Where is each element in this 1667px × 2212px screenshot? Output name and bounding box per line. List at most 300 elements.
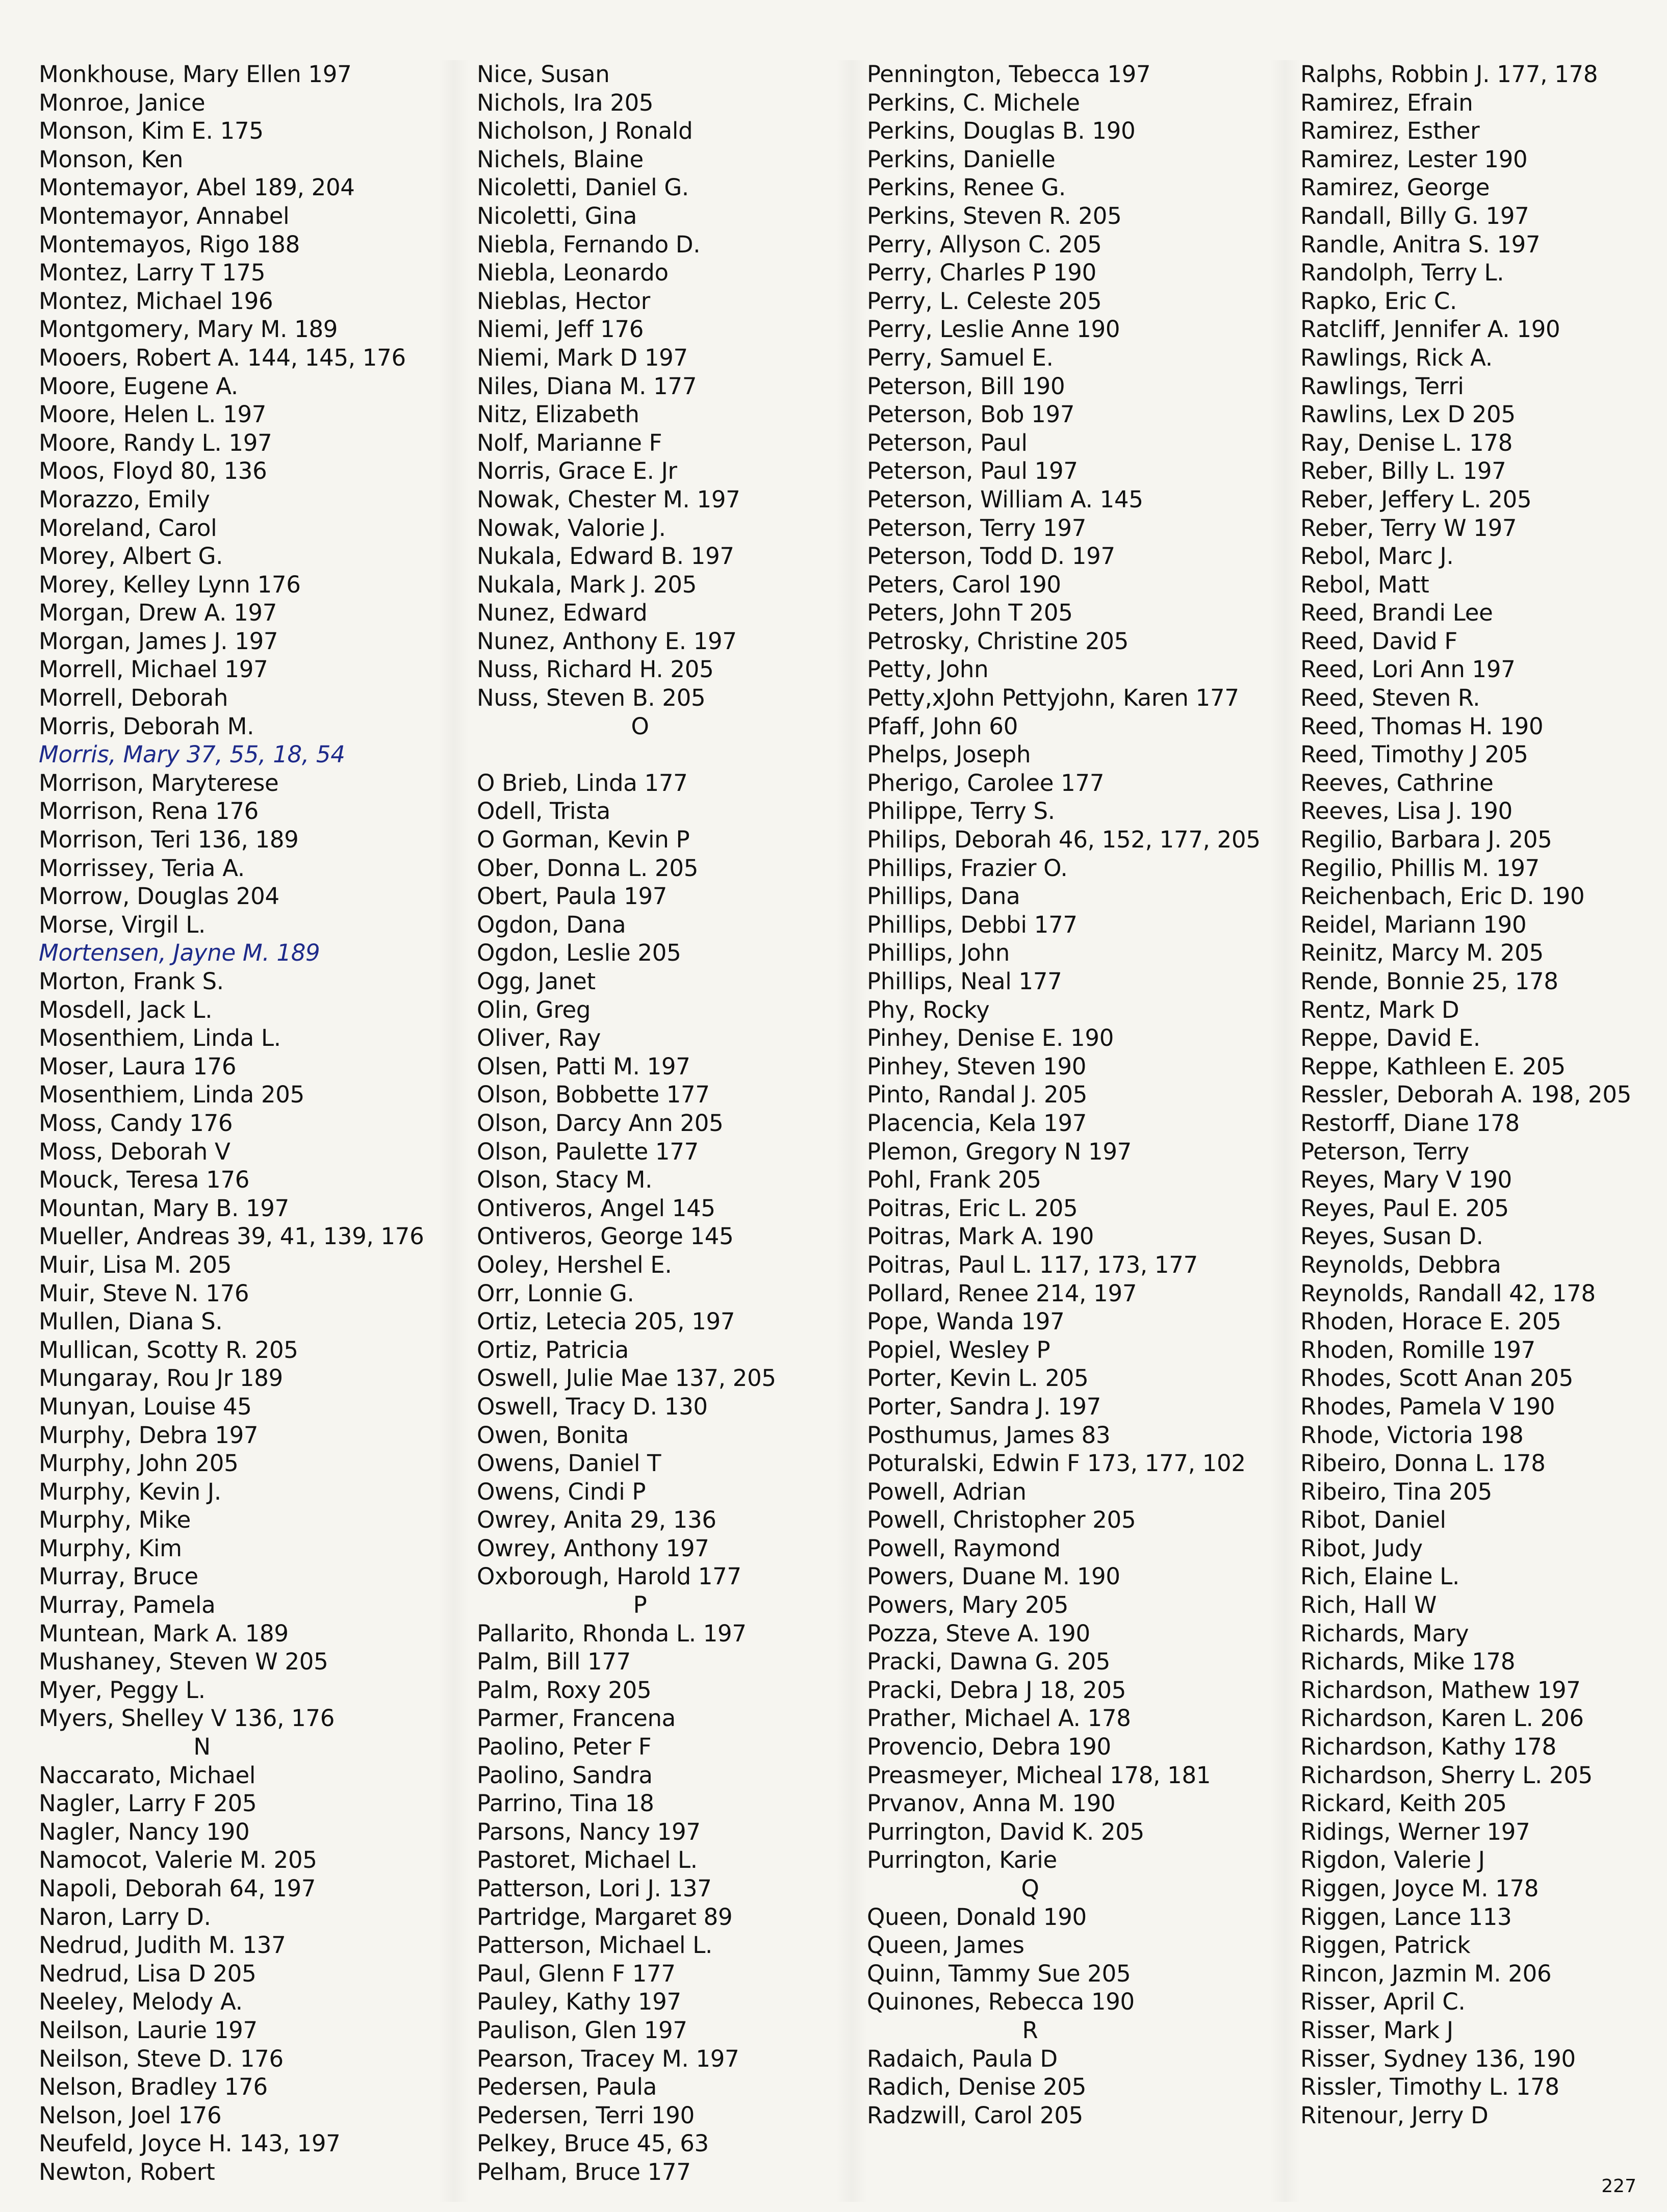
index-entry: Reeves, Cathrine	[1300, 769, 1494, 796]
index-entry: Peterson, Paul 197	[867, 457, 1078, 485]
index-entry: Richardson, Kathy 178	[1300, 1733, 1556, 1761]
index-entry: Olson, Paulette 177	[477, 1138, 699, 1165]
index-entry: Nicholson, J Ronald	[477, 117, 693, 145]
index-entry: Nicoletti, Gina	[477, 202, 637, 229]
index-entry: Radzwill, Carol 205	[867, 2101, 1083, 2129]
index-entry: Popiel, Wesley P	[867, 1336, 1050, 1364]
index-entry: Muir, Steve N. 176	[39, 1279, 249, 1307]
index-entry: Reber, Billy L. 197	[1300, 457, 1506, 485]
index-entry: Odell, Trista	[477, 798, 610, 825]
index-entry: Myer, Peggy L.	[39, 1676, 206, 1704]
index-entry: O Brieb, Linda 177	[477, 769, 688, 796]
index-entry: Poitras, Eric L. 205	[867, 1194, 1078, 1222]
index-entry: Partridge, Margaret 89	[477, 1903, 733, 1931]
index-entry: Newton, Robert	[39, 2158, 215, 2185]
index-entry: Obert, Paula 197	[477, 883, 668, 910]
index-entry: Posthumus, James 83	[867, 1421, 1111, 1449]
index-entry: Peters, Carol 190	[867, 571, 1061, 598]
index-entry: Placencia, Kela 197	[867, 1109, 1087, 1137]
index-entry: Rawlings, Rick A.	[1300, 344, 1493, 371]
index-entry: Porter, Kevin L. 205	[867, 1365, 1089, 1392]
index-entry: Neeley, Melody A.	[39, 1988, 243, 2016]
index-entry: Pallarito, Rhonda L. 197	[477, 1619, 747, 1647]
index-entry: Reed, Thomas H. 190	[1300, 712, 1544, 740]
index-entry: Rapko, Eric C.	[1300, 287, 1457, 315]
index-entry: Moser, Laura 176	[39, 1052, 237, 1080]
index-entry: Peterson, Terry 197	[867, 514, 1087, 542]
index-entry: Reber, Terry W 197	[1300, 514, 1517, 542]
index-entry: Mouck, Teresa 176	[39, 1166, 250, 1194]
index-entry: Montez, Larry T 175	[39, 259, 266, 287]
index-entry: Ralphs, Robbin J. 177, 178	[1300, 61, 1598, 88]
index-entry: Randle, Anitra S. 197	[1300, 230, 1541, 258]
index-entry: Morey, Kelley Lynn 176	[39, 571, 301, 598]
index-entry: Riggen, Joyce M. 178	[1300, 1875, 1539, 1902]
index-entry: Ogdon, Leslie 205	[477, 939, 681, 967]
index-entry: Philippe, Terry S.	[867, 798, 1055, 825]
index-entry: Rincon, Jazmin M. 206	[1300, 1960, 1552, 1987]
index-entry: Murphy, Mike	[39, 1506, 191, 1534]
index-entry: Pracki, Debra J 18, 205	[867, 1676, 1126, 1704]
column-shadow	[439, 60, 469, 2202]
index-entry: Nowak, Chester M. 197	[477, 485, 740, 513]
index-entry: Nichols, Ira 205	[477, 89, 654, 116]
index-column-3	[867, 60, 1265, 2129]
index-entry: Rickard, Keith 205	[1300, 1790, 1507, 1817]
index-entry: Neufeld, Joyce H. 143, 197	[39, 2130, 341, 2157]
index-entry: Rhodes, Pamela V 190	[1300, 1393, 1555, 1420]
index-entry: Nice, Susan	[477, 61, 610, 88]
index-entry: Peterson, Bob 197	[867, 401, 1075, 428]
index-entry: Reed, Timothy J 205	[1300, 741, 1528, 768]
index-entry: Owrey, Anita 29, 136	[477, 1506, 716, 1534]
index-entry: Richardson, Mathew 197	[1300, 1676, 1581, 1704]
index-entry: Ramirez, Esther	[1300, 117, 1480, 145]
index-entry: Rhodes, Scott Anan 205	[1300, 1365, 1574, 1392]
index-entry: Ratcliff, Jennifer A. 190	[1300, 316, 1560, 343]
index-entry: Orr, Lonnie G.	[477, 1279, 634, 1307]
index-entry: Morrison, Rena 176	[39, 798, 259, 825]
index-entry: Risser, April C.	[1300, 1988, 1466, 2016]
index-entry: Murphy, John 205	[39, 1450, 239, 1477]
index-entry: Morey, Albert G.	[39, 543, 223, 570]
index-entry: Mosdell, Jack L.	[39, 996, 213, 1023]
index-entry: Prvanov, Anna M. 190	[867, 1790, 1116, 1817]
index-entry: Rawlins, Lex D 205	[1300, 401, 1516, 428]
index-entry: Pennington, Tebecca 197	[867, 61, 1151, 88]
index-entry: Oxborough, Harold 177	[477, 1563, 741, 1590]
index-entry: Reed, Lori Ann 197	[1300, 656, 1516, 683]
index-entry: Ribot, Daniel	[1300, 1506, 1446, 1534]
index-entry: Moore, Randy L. 197	[39, 429, 272, 456]
index-entry: Moore, Eugene A.	[39, 372, 238, 400]
index-entry: Prather, Michael A. 178	[867, 1705, 1131, 1732]
index-entry: Morse, Virgil L.	[39, 911, 206, 938]
index-entry: Mosenthiem, Linda 205	[39, 1081, 304, 1109]
index-entry: Pedersen, Terri 190	[477, 2101, 695, 2129]
index-entry: Owen, Bonita	[477, 1421, 629, 1449]
index-entry: Radaich, Paula D	[867, 2045, 1058, 2072]
index-entry: Nagler, Nancy 190	[39, 1818, 250, 1845]
index-entry: Peterson, Terry	[1300, 1138, 1470, 1165]
index-entry: Nelson, Bradley 176	[39, 2073, 268, 2101]
index-entry: Parmer, Francena	[477, 1705, 676, 1732]
index-entry: Morrison, Teri 136, 189	[39, 826, 299, 854]
index-entry: Nelson, Joel 176	[39, 2101, 222, 2129]
index-entry: Naron, Larry D.	[39, 1903, 211, 1931]
index-entry: Reppe, Kathleen E. 205	[1300, 1052, 1566, 1080]
index-entry: Monson, Ken	[39, 145, 184, 173]
index-entry: Paolino, Peter F	[477, 1733, 652, 1761]
index-entry: Ramirez, George	[1300, 174, 1490, 201]
index-entry: Pelham, Bruce 177	[477, 2158, 691, 2185]
index-entry: Mueller, Andreas 39, 41, 139, 176	[39, 1223, 424, 1250]
index-entry: Pinhey, Denise E. 190	[867, 1024, 1114, 1052]
index-entry: Petrosky, Christine 205	[867, 627, 1129, 655]
index-entry: Morrison, Maryterese	[39, 769, 279, 796]
index-entry: Montgomery, Mary M. 189	[39, 316, 338, 343]
index-entry: Perry, L. Celeste 205	[867, 287, 1102, 315]
index-entry: Nuss, Richard H. 205	[477, 656, 714, 683]
index-entry: Ortiz, Patricia	[477, 1336, 629, 1364]
index-entry: Neilson, Laurie 197	[39, 2016, 258, 2044]
index-entry: Nowak, Valorie J.	[477, 514, 666, 542]
section-letter: N	[193, 1733, 211, 1761]
index-entry: Reeves, Lisa J. 190	[1300, 798, 1512, 825]
column-shadow	[1270, 60, 1300, 2202]
index-entry: Oliver, Ray	[477, 1024, 601, 1052]
index-entry: Pastoret, Michael L.	[477, 1846, 698, 1874]
index-entry: Ogg, Janet	[477, 968, 596, 995]
index-entry: Reynolds, Randall 42, 178	[1300, 1279, 1596, 1307]
index-entry: Peterson, Bill 190	[867, 372, 1065, 400]
index-entry: Mullican, Scotty R. 205	[39, 1336, 298, 1364]
index-entry: Rigdon, Valerie J	[1300, 1846, 1485, 1874]
index-entry: Ortiz, Letecia 205, 197	[477, 1308, 735, 1335]
index-entry: Nagler, Larry F 205	[39, 1790, 257, 1817]
index-entry: Murphy, Kevin J.	[39, 1478, 221, 1505]
index-entry: Murray, Bruce	[39, 1563, 198, 1590]
index-entry: Patterson, Lori J. 137	[477, 1875, 712, 1902]
index-entry: Moss, Candy 176	[39, 1109, 233, 1137]
index-entry: Pedersen, Paula	[477, 2073, 657, 2101]
index-entry: Peters, John T 205	[867, 599, 1073, 627]
index-entry: Napoli, Deborah 64, 197	[39, 1875, 316, 1902]
index-entry: Pelkey, Bruce 45, 63	[477, 2130, 709, 2157]
index-entry: Rissler, Timothy L. 178	[1300, 2073, 1559, 2101]
index-entry: Reyes, Susan D.	[1300, 1223, 1483, 1250]
index-entry: Pracki, Dawna G. 205	[867, 1648, 1111, 1676]
index-entry: Oswell, Julie Mae 137, 205	[477, 1365, 776, 1392]
section-letter: O	[631, 712, 649, 740]
index-column-1	[39, 60, 437, 2187]
index-entry: Rentz, Mark D	[1300, 996, 1459, 1023]
index-entry: Morrissey, Teria A.	[39, 854, 245, 882]
index-entry: Mortensen, Jayne M. 189	[39, 939, 320, 967]
index-entry: Reichenbach, Eric D. 190	[1300, 883, 1585, 910]
index-entry: Nukala, Edward B. 197	[477, 543, 734, 570]
index-entry: Palm, Bill 177	[477, 1648, 631, 1676]
index-entry: Nedrud, Lisa D 205	[39, 1960, 257, 1987]
index-entry: Pinhey, Steven 190	[867, 1052, 1087, 1080]
index-entry: Niemi, Mark D 197	[477, 344, 688, 371]
index-entry: Nitz, Elizabeth	[477, 401, 639, 428]
index-entry: Ober, Donna L. 205	[477, 854, 699, 882]
index-entry: Ontiveros, Angel 145	[477, 1194, 715, 1222]
index-entry: Murphy, Kim	[39, 1534, 182, 1562]
index-entry: Regilio, Barbara J. 205	[1300, 826, 1552, 854]
index-entry: Porter, Sandra J. 197	[867, 1393, 1101, 1420]
index-entry: Pfaff, John 60	[867, 712, 1018, 740]
index-entry: Munyan, Louise 45	[39, 1393, 252, 1420]
index-entry: Nunez, Edward	[477, 599, 648, 627]
index-entry: Monson, Kim E. 175	[39, 117, 264, 145]
index-entry: Regilio, Phillis M. 197	[1300, 854, 1540, 882]
index-entry: Rhoden, Romille 197	[1300, 1336, 1535, 1364]
index-entry: Phillips, Debbi 177	[867, 911, 1078, 938]
index-entry: Murray, Pamela	[39, 1591, 216, 1619]
index-entry: Olin, Greg	[477, 996, 591, 1023]
index-entry: Reed, David F	[1300, 627, 1458, 655]
index-entry: Pearson, Tracey M. 197	[477, 2045, 739, 2072]
index-column-4	[1300, 60, 1667, 2129]
index-entry: Ray, Denise L. 178	[1300, 429, 1513, 456]
index-entry: Niebla, Fernando D.	[477, 230, 701, 258]
index-entry: Ogdon, Dana	[477, 911, 626, 938]
index-entry: Nicoletti, Daniel G.	[477, 174, 689, 201]
index-entry: Preasmeyer, Micheal 178, 181	[867, 1761, 1211, 1789]
index-entry: Nichels, Blaine	[477, 145, 644, 173]
index-entry: Niemi, Jeff 176	[477, 316, 644, 343]
index-entry: Palm, Roxy 205	[477, 1676, 652, 1704]
index-entry: Phillips, Neal 177	[867, 968, 1062, 995]
index-entry: Radich, Denise 205	[867, 2073, 1087, 2101]
index-entry: Nedrud, Judith M. 137	[39, 1932, 286, 1959]
index-entry: Morgan, Drew A. 197	[39, 599, 277, 627]
index-entry: Powell, Adrian	[867, 1478, 1027, 1505]
index-entry: Ooley, Hershel E.	[477, 1251, 672, 1278]
index-entry: Reidel, Mariann 190	[1300, 911, 1527, 938]
index-entry: Provencio, Debra 190	[867, 1733, 1111, 1761]
index-entry: Nunez, Anthony E. 197	[477, 627, 737, 655]
index-entry: Nieblas, Hector	[477, 287, 650, 315]
index-entry: Norris, Grace E. Jr	[477, 457, 677, 485]
index-entry: Niles, Diana M. 177	[477, 372, 697, 400]
index-entry: Moos, Floyd 80, 136	[39, 457, 267, 485]
page-number: 227	[1601, 2176, 1636, 2197]
index-entry: Rebol, Matt	[1300, 571, 1429, 598]
index-entry: Risser, Sydney 136, 190	[1300, 2045, 1576, 2072]
index-entry: Risser, Mark J	[1300, 2016, 1453, 2044]
index-entry: Monkhouse, Mary Ellen 197	[39, 61, 352, 88]
index-entry: Powers, Mary 205	[867, 1591, 1069, 1619]
index-entry: Richards, Mike 178	[1300, 1648, 1516, 1676]
index-entry: Parsons, Nancy 197	[477, 1818, 701, 1845]
index-entry: Murphy, Debra 197	[39, 1421, 259, 1449]
index-entry: Perkins, Steven R. 205	[867, 202, 1122, 229]
index-entry: Restorff, Diane 178	[1300, 1109, 1520, 1137]
index-entry: Petty, John	[867, 656, 989, 683]
section-letter: P	[633, 1591, 647, 1619]
index-entry: Phillips, Dana	[867, 883, 1020, 910]
index-entry: Reinitz, Marcy M. 205	[1300, 939, 1544, 967]
index-entry: Powell, Christopher 205	[867, 1506, 1136, 1534]
index-entry: Philips, Deborah 46, 152, 177, 205	[867, 826, 1261, 854]
index-entry: Moss, Deborah V	[39, 1138, 230, 1165]
index-entry: Parrino, Tina 18	[477, 1790, 654, 1817]
index-entry: Richardson, Karen L. 206	[1300, 1705, 1584, 1732]
index-entry: Phillips, John	[867, 939, 1010, 967]
index-entry: Reber, Jeffery L. 205	[1300, 485, 1532, 513]
index-entry: Mountan, Mary B. 197	[39, 1194, 289, 1222]
index-entry: Reyes, Mary V 190	[1300, 1166, 1512, 1194]
index-entry: Pollard, Renee 214, 197	[867, 1279, 1137, 1307]
index-entry: Pozza, Steve A. 190	[867, 1619, 1090, 1647]
index-entry: Peterson, Todd D. 197	[867, 543, 1115, 570]
index-entry: Mungaray, Rou Jr 189	[39, 1365, 283, 1392]
index-entry: Rhode, Victoria 198	[1300, 1421, 1524, 1449]
index-entry: Reppe, David E.	[1300, 1024, 1480, 1052]
index-entry: Ramirez, Efrain	[1300, 89, 1473, 116]
index-entry: Morris, Mary 37, 55, 18, 54	[39, 741, 345, 768]
index-entry: Morazzo, Emily	[39, 485, 210, 513]
index-entry: Rhoden, Horace E. 205	[1300, 1308, 1561, 1335]
index-entry: Perry, Samuel E.	[867, 344, 1054, 371]
index-entry: Richardson, Sherry L. 205	[1300, 1761, 1593, 1789]
index-entry: Perry, Allyson C. 205	[867, 230, 1102, 258]
index-entry: Morrell, Deborah	[39, 684, 228, 712]
index-entry: Moore, Helen L. 197	[39, 401, 267, 428]
index-entry: Purrington, David K. 205	[867, 1818, 1145, 1845]
index-entry: Olson, Darcy Ann 205	[477, 1109, 724, 1137]
index-entry: Pherigo, Carolee 177	[867, 769, 1105, 796]
index-entry: Queen, Donald 190	[867, 1903, 1087, 1931]
index-entry: Muir, Lisa M. 205	[39, 1251, 232, 1278]
index-entry: Olson, Bobbette 177	[477, 1081, 710, 1109]
index-entry: Myers, Shelley V 136, 176	[39, 1705, 335, 1732]
index-entry: Ressler, Deborah A. 198, 205	[1300, 1081, 1632, 1109]
index-column-2	[477, 60, 875, 2187]
index-entry: Rich, Hall W	[1300, 1591, 1437, 1619]
index-entry: O Gorman, Kevin P	[477, 826, 690, 854]
index-entry: Morrell, Michael 197	[39, 656, 268, 683]
index-entry: Quinones, Rebecca 190	[867, 1988, 1135, 2016]
index-entry: Peterson, William A. 145	[867, 485, 1143, 513]
index-entry: Owens, Daniel T	[477, 1450, 661, 1477]
index-entry: Montemayor, Abel 189, 204	[39, 174, 355, 201]
index-entry: Morrow, Douglas 204	[39, 883, 279, 910]
index-entry: Quinn, Tammy Sue 205	[867, 1960, 1131, 1987]
section-letter: Q	[1021, 1875, 1039, 1902]
index-entry: Mosenthiem, Linda L.	[39, 1024, 281, 1052]
index-entry: Perkins, Renee G.	[867, 174, 1066, 201]
index-entry: Naccarato, Michael	[39, 1761, 256, 1789]
index-entry: Olson, Stacy M.	[477, 1166, 653, 1194]
index-entry: Nukala, Mark J. 205	[477, 571, 697, 598]
index-entry: Paulison, Glen 197	[477, 2016, 687, 2044]
index-entry: Pope, Wanda 197	[867, 1308, 1065, 1335]
index-entry: Morton, Frank S.	[39, 968, 224, 995]
index-entry: Namocot, Valerie M. 205	[39, 1846, 317, 1874]
index-entry: Ridings, Werner 197	[1300, 1818, 1530, 1845]
section-letter: R	[1022, 2016, 1038, 2044]
index-entry: Reed, Steven R.	[1300, 684, 1480, 712]
index-entry: Mullen, Diana S.	[39, 1308, 223, 1335]
index-entry: Rich, Elaine L.	[1300, 1563, 1460, 1590]
index-entry: Perry, Charles P 190	[867, 259, 1096, 287]
index-entry: Phy, Rocky	[867, 996, 990, 1023]
index-entry: Randolph, Terry L.	[1300, 259, 1504, 287]
index-entry: Ramirez, Lester 190	[1300, 145, 1528, 173]
index-entry: Reed, Brandi Lee	[1300, 599, 1493, 627]
index-entry: Montemayos, Rigo 188	[39, 230, 300, 258]
index-entry: Ribot, Judy	[1300, 1534, 1423, 1562]
spacer	[477, 740, 875, 769]
index-entry: Phelps, Joseph	[867, 741, 1031, 768]
index-entry: Powell, Raymond	[867, 1534, 1061, 1562]
index-entry: Neilson, Steve D. 176	[39, 2045, 284, 2072]
index-entry: Montemayor, Annabel	[39, 202, 290, 229]
index-entry: Niebla, Leonardo	[477, 259, 669, 287]
index-entry: Randall, Billy G. 197	[1300, 202, 1529, 229]
index-entry: Rebol, Marc J.	[1300, 543, 1454, 570]
index-entry: Moreland, Carol	[39, 514, 217, 542]
index-entry: Richards, Mary	[1300, 1619, 1469, 1647]
index-entry: Pohl, Frank 205	[867, 1166, 1041, 1194]
index-entry: Queen, James	[867, 1932, 1024, 1959]
index-entry: Monroe, Janice	[39, 89, 206, 116]
index-entry: Ribeiro, Donna L. 178	[1300, 1450, 1546, 1477]
index-entry: Petty,xJohn Pettyjohn, Karen 177	[867, 684, 1239, 712]
index-entry: Ritenour, Jerry D	[1300, 2101, 1489, 2129]
index-entry: Purrington, Karie	[867, 1846, 1057, 1874]
index-entry: Ontiveros, George 145	[477, 1223, 734, 1250]
index-entry: Paul, Glenn F 177	[477, 1960, 676, 1987]
index-entry: Perkins, Douglas B. 190	[867, 117, 1136, 145]
index-entry: Muntean, Mark A. 189	[39, 1619, 289, 1647]
index-entry: Patterson, Michael L.	[477, 1932, 713, 1959]
index-entry: Montez, Michael 196	[39, 287, 273, 315]
index-entry: Reynolds, Debbra	[1300, 1251, 1501, 1278]
index-entry: Powers, Duane M. 190	[867, 1563, 1120, 1590]
index-entry: Reyes, Paul E. 205	[1300, 1194, 1509, 1222]
index-entry: Owrey, Anthony 197	[477, 1534, 709, 1562]
index-entry: Nolf, Marianne F	[477, 429, 662, 456]
index-entry: Paolino, Sandra	[477, 1761, 653, 1789]
index-entry: Pauley, Kathy 197	[477, 1988, 681, 2016]
index-entry: Poitras, Mark A. 190	[867, 1223, 1094, 1250]
index-entry: Riggen, Lance 113	[1300, 1903, 1512, 1931]
index-entry: Riggen, Patrick	[1300, 1932, 1471, 1959]
index-entry: Ribeiro, Tina 205	[1300, 1478, 1492, 1505]
index-entry: Phillips, Frazier O.	[867, 854, 1068, 882]
index-entry: Morgan, James J. 197	[39, 627, 278, 655]
index-entry: Mooers, Robert A. 144, 145, 176	[39, 344, 406, 371]
index-entry: Mushaney, Steven W 205	[39, 1648, 328, 1676]
index-entry: Oswell, Tracy D. 130	[477, 1393, 708, 1420]
index-entry: Poitras, Paul L. 117, 173, 177	[867, 1251, 1198, 1278]
index-entry: Nuss, Steven B. 205	[477, 684, 706, 712]
index-entry: Rawlings, Terri	[1300, 372, 1464, 400]
index-entry: Rende, Bonnie 25, 178	[1300, 968, 1558, 995]
index-entry: Perkins, Danielle	[867, 145, 1056, 173]
index-entry: Peterson, Paul	[867, 429, 1028, 456]
index-entry: Plemon, Gregory N 197	[867, 1138, 1132, 1165]
index-entry: Poturalski, Edwin F 173, 177, 102	[867, 1450, 1246, 1477]
index-entry: Owens, Cindi P	[477, 1478, 646, 1505]
index-entry: Olsen, Patti M. 197	[477, 1052, 690, 1080]
index-entry: Perry, Leslie Anne 190	[867, 316, 1120, 343]
